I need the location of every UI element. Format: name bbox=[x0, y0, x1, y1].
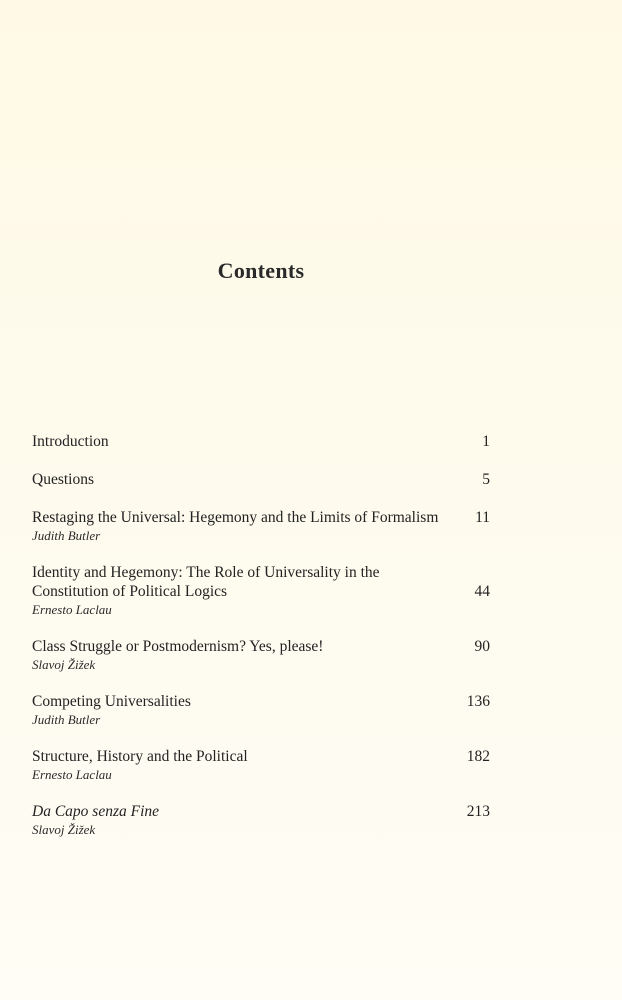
toc-entry-identity-and-hegemony bbox=[32, 563, 490, 618]
toc-entry-title: Introduction bbox=[32, 433, 109, 450]
toc-entry-title: Class Struggle or Postmodernism? Yes, please! bbox=[32, 638, 324, 655]
toc-entry-introduction bbox=[32, 432, 490, 451]
toc-entry-page: 44 bbox=[474, 583, 490, 600]
toc-entry-title: Da Capo senza Fine bbox=[32, 803, 160, 820]
toc-entry-title: Questions bbox=[32, 471, 94, 488]
table-of-contents bbox=[32, 432, 490, 857]
toc-entry-author: Judith Butler bbox=[32, 528, 101, 543]
page-title: Contents bbox=[217, 257, 305, 283]
toc-entry-restaging-the-universal bbox=[32, 508, 490, 544]
toc-entry-title-line: Constitution of Political Logics bbox=[32, 583, 228, 600]
toc-entry-title-line: Identity and Hegemony: The Role of Universality in the bbox=[32, 564, 380, 581]
toc-entry-title: Structure, History and the Political bbox=[32, 748, 248, 765]
toc-entry-page: 182 bbox=[466, 748, 490, 765]
toc-entry-author: Slavoj Žižek bbox=[32, 822, 96, 837]
toc-entry-title: Competing Universalities bbox=[32, 693, 191, 710]
toc-entry-page: 11 bbox=[475, 509, 490, 526]
toc-entry-page: 213 bbox=[466, 803, 490, 820]
toc-entry-author: Ernesto Laclau bbox=[32, 602, 112, 617]
toc-entry-title bbox=[32, 563, 380, 601]
toc-entry-class-struggle bbox=[32, 637, 490, 673]
toc-entry-da-capo-senza-fine bbox=[32, 802, 490, 838]
toc-entry-competing-universalities bbox=[32, 692, 490, 728]
toc-entry-title: Restaging the Universal: Hegemony and the Limits of Formalism bbox=[32, 509, 439, 526]
toc-entry-questions bbox=[32, 470, 490, 489]
toc-entry-author: Judith Butler bbox=[32, 712, 101, 727]
toc-entry-page: 5 bbox=[482, 471, 490, 488]
toc-entry-author: Ernesto Laclau bbox=[32, 767, 112, 782]
toc-entry-page: 90 bbox=[474, 638, 490, 655]
toc-entry-structure-history bbox=[32, 747, 490, 783]
toc-entry-page: 1 bbox=[482, 433, 490, 450]
toc-entry-page: 136 bbox=[466, 693, 490, 710]
toc-entry-author: Slavoj Žižek bbox=[32, 657, 96, 672]
